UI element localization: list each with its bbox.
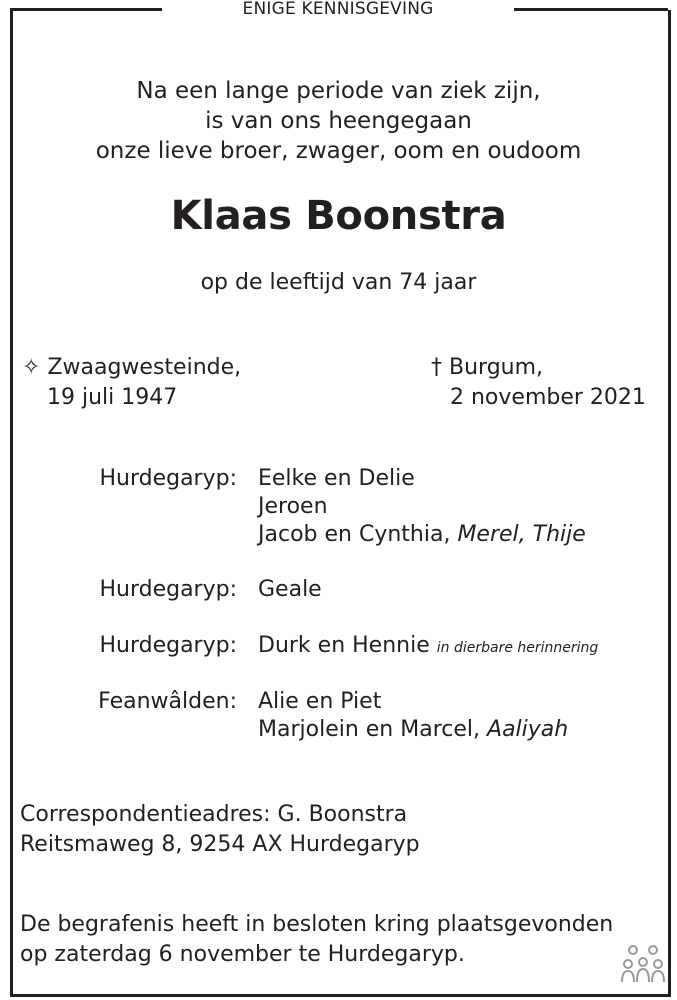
death-place: Burgum, bbox=[449, 355, 544, 380]
family-place: Hurdegaryp: bbox=[99, 577, 237, 602]
family-line: Marjolein en Marcel, Aaliyah bbox=[258, 717, 569, 742]
correspondence-address bbox=[20, 800, 420, 860]
funeral-line: De begrafenis heeft in besloten kring plaatsgevonden bbox=[20, 912, 614, 937]
intro-line: Na een lange periode van ziek zijn, bbox=[136, 78, 541, 104]
grandchildren-names: Aaliyah bbox=[487, 717, 569, 742]
family-line: Durk en Hennie in dierbare herinnering bbox=[258, 633, 599, 658]
death-cross-icon: † bbox=[431, 355, 442, 380]
notice-header: ENIGE KENNISGEVING bbox=[242, 0, 434, 19]
family-line: Eelke en Delie bbox=[258, 466, 415, 491]
birth-info bbox=[22, 353, 241, 413]
grandchildren-names: Merel, Thije bbox=[457, 522, 586, 547]
family-line: Alie en Piet bbox=[258, 689, 382, 714]
memorial-note: in dierbare herinnering bbox=[436, 640, 599, 656]
family-place: Feanwâlden: bbox=[98, 689, 237, 714]
family-place: Hurdegaryp: bbox=[99, 633, 237, 658]
birth-star-icon: ✧ bbox=[22, 355, 41, 380]
intro-line: is van ons heengegaan bbox=[205, 108, 472, 134]
family-line: Jeroen bbox=[258, 494, 328, 519]
birth-date: 19 juli 1947 bbox=[47, 385, 178, 410]
top-border-right bbox=[514, 8, 668, 11]
family-place: Hurdegaryp: bbox=[99, 466, 237, 491]
family-names bbox=[258, 688, 568, 744]
age-line: op de leeftijd van 74 jaar bbox=[200, 270, 477, 295]
death-date: 2 november 2021 bbox=[450, 385, 646, 410]
correspondence-line: Reitsmaweg 8, 9254 AX Hurdegaryp bbox=[20, 832, 420, 857]
family-line: Jacob en Cynthia, Merel, Thije bbox=[258, 522, 586, 547]
family-line: Geale bbox=[258, 577, 322, 602]
people-logo-icon bbox=[620, 944, 666, 984]
death-info bbox=[431, 353, 646, 413]
funeral-notice bbox=[20, 910, 613, 970]
deceased-name: Klaas Boonstra bbox=[170, 193, 507, 239]
family-names bbox=[258, 632, 598, 660]
birth-place: Zwaagwesteinde, bbox=[47, 355, 242, 380]
intro-text bbox=[0, 76, 677, 166]
intro-line: onze lieve broer, zwager, oom en oudoom bbox=[95, 138, 582, 164]
family-names bbox=[258, 465, 586, 549]
correspondence-line: Correspondentieadres: G. Boonstra bbox=[20, 802, 408, 827]
family-names bbox=[258, 576, 322, 604]
funeral-line: op zaterdag 6 november te Hurdegaryp. bbox=[20, 942, 465, 967]
top-border-left bbox=[10, 8, 162, 11]
